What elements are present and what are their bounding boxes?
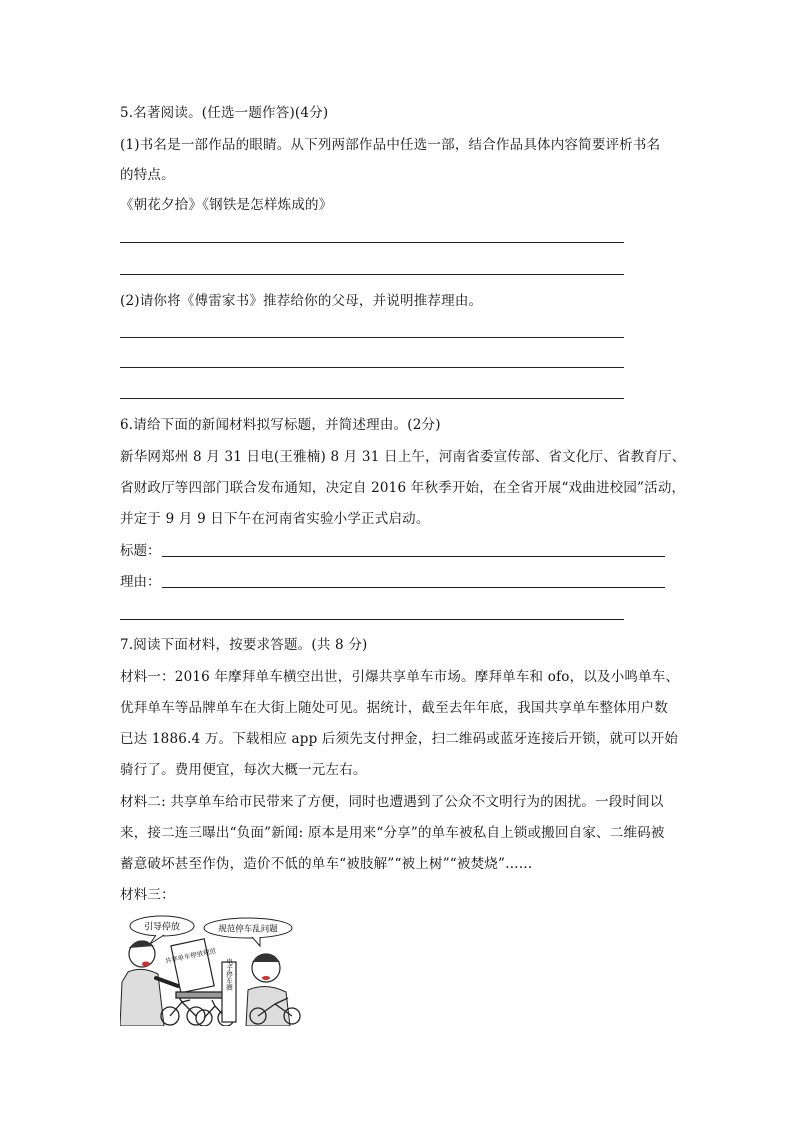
q7-material1-line1: 材料一：2016 年摩拜单车横空出世，引爆共享单车市场。摩拜单车和 ofo，以及小鸣单车、 — [120, 669, 680, 685]
bike-sharing-cartoon — [120, 912, 306, 1026]
bubble-left-text: 引导停放 — [143, 922, 181, 933]
answer-line[interactable] — [120, 398, 624, 399]
q6-news-line1: 新华网郑州 8 月 31 日电(王雅楠) 8 月 31 日上午，河南省委宣传部、省文化厅、省教育厅、 — [120, 449, 686, 465]
q5-part2: (2)请你将《傅雷家书》推荐给你的父母，并说明推荐理由。 — [120, 293, 483, 309]
answer-line[interactable] — [120, 337, 624, 338]
notice-board — [162, 937, 223, 995]
answer-line[interactable] — [120, 619, 624, 620]
q5-books: 《朝花夕拾》《钢铁是怎样炼成的》 — [120, 197, 333, 213]
q6-news-line2: 省财政厅等四部门联合发布通知，决定自 2016 年秋季开始，在全省开展“戏曲进校园”活动， — [120, 480, 686, 496]
q6-reason-label: 理由： — [120, 574, 161, 590]
title-answer-line[interactable] — [162, 556, 665, 557]
q6-news-line3: 并定于 9 月 9 日下午在河南省实验小学正式启动。 — [120, 511, 430, 527]
answer-line[interactable] — [120, 367, 624, 368]
post-sign-text: 电子停车圈 — [225, 957, 233, 991]
q5-title: 5.名著阅读。(任选一题作答)(4分) — [120, 105, 329, 121]
q5-part1-line1: (1)书名是一部作品的眼睛。从下列两部作品中任选一部，结合作品具体内容简要评析书名 — [120, 137, 661, 153]
q7-material2-line2: 来，接二连三曝出“负面”新闻: 原本是用来“分享”的单车被私自上锁或搬回自家、二维码被 — [120, 825, 665, 841]
bubble-right-text: 规范停车乱问题 — [218, 924, 278, 935]
q7-material1-line4: 骑行了。费用便宜，每次大概一元左右。 — [120, 762, 367, 778]
q7-material3-label: 材料三： — [120, 887, 175, 903]
q7-title: 7.阅读下面材料，按要求答题。(共 8 分) — [120, 637, 368, 653]
q5-part1-line2: 的特点。 — [120, 167, 175, 183]
answer-line[interactable] — [120, 242, 624, 243]
q7-material1-line2: 优拜单车等品牌单车在大街上随处可见。据统计，截至去年年底，我国共享单车整体用户数 — [120, 700, 668, 716]
q7-material2-line1: 材料二: 共享单车给市民带来了方便，同时也遭遇到了公众不文明行为的困扰。一段时间以 — [120, 794, 664, 810]
reason-answer-line[interactable] — [162, 587, 665, 588]
q6-title-label: 标题： — [120, 543, 161, 559]
q7-material2-line3: 蓄意破坏甚至作伪，造价不低的单车“被肢解”“被上树”“被焚烧”…… — [120, 856, 533, 872]
sign-board-text: 共享单车停放规范 — [164, 946, 217, 966]
q7-material1-line3: 已达 1886.4 万。下载相应 app 后须先支付押金，扫二维码或蓝牙连接后开锁，就可以开始 — [120, 731, 679, 747]
answer-line[interactable] — [120, 274, 624, 275]
q6-title: 6.请给下面的新闻材料拟写标题，并简述理由。(2分) — [120, 417, 441, 433]
